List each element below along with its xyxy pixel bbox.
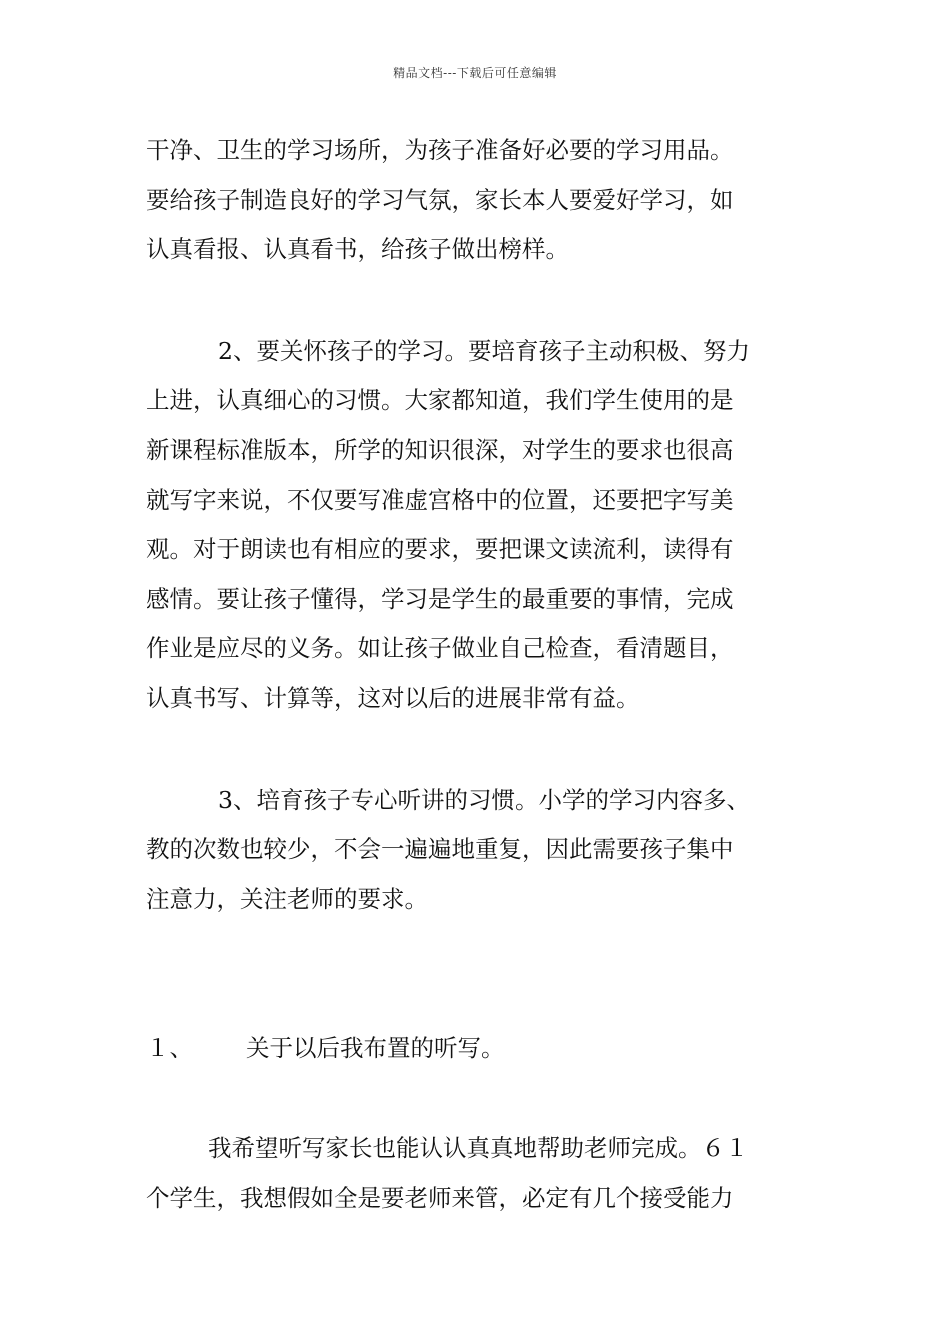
text-line: 认真书写、计算等，这对以后的进展非常有益。 (146, 683, 640, 712)
text-line: 新课程标准版本，所学的知识很深，对学生的要求也很高 (146, 435, 734, 464)
list-item-text: 关于以后我布置的听写。 (246, 1034, 505, 1063)
paragraph-4 (146, 1124, 811, 1223)
text-line: 上进，认真细心的习惯。大家都知道，我们学生使用的是 (146, 386, 734, 415)
text-line: 观。对于朗读也有相应的要求，要把课文读流利，读得有 (146, 535, 734, 564)
text-line: 我希望听写家长也能认认真真地帮助老师完成。６１ (208, 1133, 749, 1162)
paragraph-gap (146, 924, 811, 1024)
text-line: 感情。要让孩子懂得，学习是学生的最重要的事情，完成 (146, 584, 734, 613)
text-line: 就写字来说，不仅要写准虚宫格中的位置，还要把字写美 (146, 485, 734, 514)
text-line: 作业是应尽的义务。如让孩子做业自己检查，看清题目， (146, 634, 734, 663)
text-line: 要给孩子制造良好的学习气氛，家长本人要爱好学习，如 (146, 185, 734, 214)
document-body (146, 126, 811, 1223)
page-header: 精品文档---下载后可任意编辑 (393, 66, 557, 80)
text-line: 个学生，我想假如全是要老师来管，必定有几个接受能力 (146, 1183, 734, 1212)
text-line: 认真看报、认真看书，给孩子做出榜样。 (146, 235, 569, 264)
paragraph-3 (146, 776, 811, 925)
paragraph-1 (146, 126, 811, 275)
text-line: 2、要关怀孩子的学习。要培育孩子主动积极、努力 (218, 336, 750, 365)
paragraph-gap (146, 275, 811, 327)
list-number: １、 (146, 1034, 193, 1063)
text-line: 3、培育孩子专心听讲的习惯。小学的学习内容多、 (218, 785, 750, 814)
paragraph-gap (146, 1074, 811, 1124)
text-line: 教的次数也较少，不会一遍遍地重复，因此需要孩子集中 (146, 835, 734, 864)
paragraph-2 (146, 327, 811, 724)
text-line: 注意力，关注老师的要求。 (146, 884, 428, 913)
numbered-list-item (146, 1024, 811, 1074)
text-line: 干净、卫生的学习场所，为孩子准备好必要的学习用品。 (146, 136, 734, 164)
paragraph-gap (146, 724, 811, 776)
